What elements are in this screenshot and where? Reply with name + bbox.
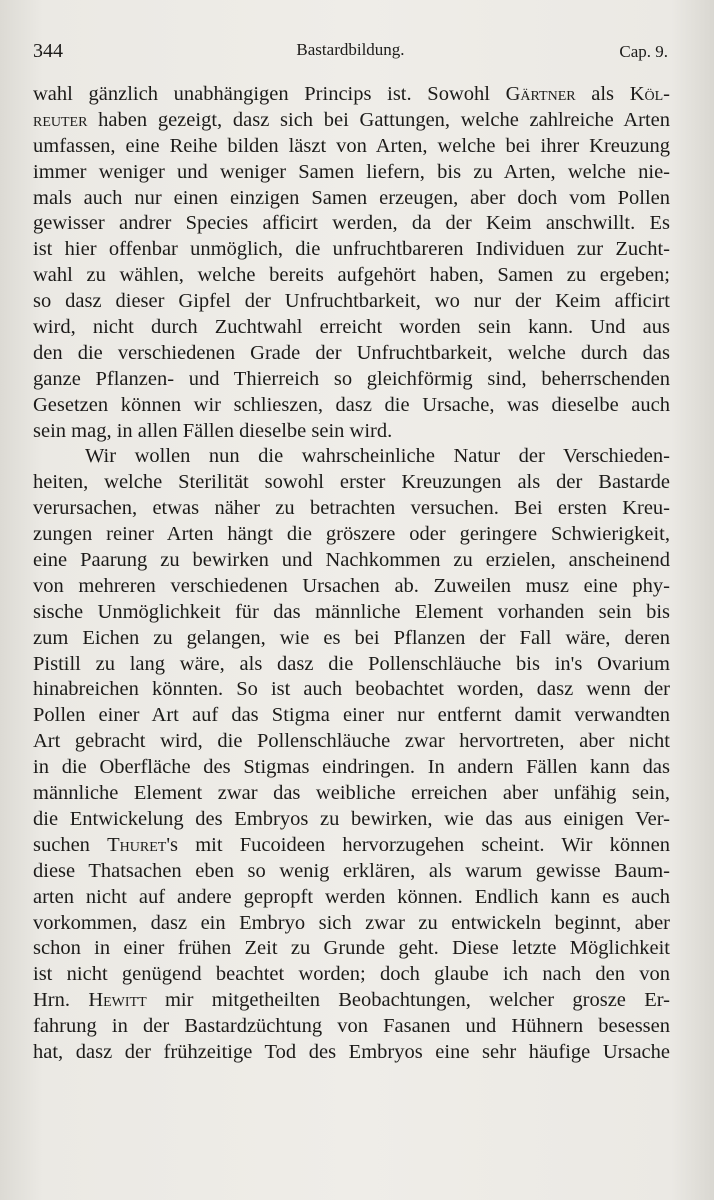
text-run: hat, dasz der frühzeitige Tod des Embryos eine sehr häufige Ursache	[33, 1040, 670, 1063]
text-run: mir mitgetheilten Beobachtungen, welcher grosze Er-	[146, 989, 670, 1012]
text-run: ganze Pflanzen- und Thierreich so gleichförmig sind, beherrschenden	[33, 367, 670, 390]
text-line	[33, 600, 670, 626]
text-line	[33, 470, 670, 496]
text-line	[33, 1040, 670, 1066]
text-run: diese Thatsachen eben so wenig erklären, als warum gewisse Baum-	[33, 859, 670, 882]
running-title: Bastardbildung.	[296, 40, 405, 59]
page-number: 344	[33, 40, 63, 62]
text-line	[33, 160, 670, 186]
text-line	[33, 315, 670, 341]
text-run: so dasz dieser Gipfel der Unfruchtbarkeit, wo nur der Keim afficirt	[33, 290, 670, 313]
text-run: Hrn.	[33, 989, 89, 1012]
text-line	[33, 677, 670, 703]
text-line	[33, 755, 670, 781]
text-line	[33, 134, 670, 160]
text-run: schon in einer frühen Zeit zu Grunde geht. Diese letzte Möglichkeit	[33, 937, 670, 960]
text-run: sische Unmöglichkeit für das männliche Element vorhanden sein bis	[33, 600, 670, 623]
text-run: in die Oberfläche des Stigmas eindringen. In andern Fällen kann das	[33, 756, 670, 779]
small-caps-name: reuter	[33, 108, 88, 131]
text-line	[33, 988, 670, 1014]
text-line	[33, 522, 670, 548]
text-line	[33, 419, 670, 445]
chapter-label: Cap. 9.	[619, 42, 668, 61]
text-line	[33, 781, 670, 807]
text-run: sein mag, in allen Fällen dieselbe sein wird.	[33, 419, 393, 442]
text-line	[33, 548, 670, 574]
small-caps-name: Hewitt	[88, 989, 147, 1012]
text-run: gewisser andrer Species afficirt werden, da der Keim anschwillt. Es	[33, 212, 670, 235]
text-line	[33, 911, 670, 937]
text-line	[33, 652, 670, 678]
text-run: ist nicht genügend beachtet worden; doch glaube ich nach den von	[33, 963, 670, 986]
text-run: Gesetzen können wir schlieszen, dasz die Ursache, was dieselbe auch	[33, 393, 670, 416]
text-run: 's mit Fucoideen hervorzugehen scheint. Wir können	[166, 833, 670, 856]
text-line	[33, 186, 670, 212]
text-run: vorkommen, dasz ein Embryo sich zwar zu entwickeln beginnt, aber	[33, 911, 670, 934]
text-run: suchen	[33, 833, 108, 856]
text-run: fahrung in der Bastardzüchtung von Fasanen und Hühnern besessen	[33, 1015, 670, 1038]
text-line	[33, 1014, 670, 1040]
text-run: hinabreichen könnten. So ist auch beobachtet worden, dasz wenn der	[33, 678, 670, 701]
text-run: heiten, welche Sterilität sowohl erster Kreuzungen als der Bastarde	[33, 471, 670, 494]
text-run: zum Eichen zu gelangen, wie es bei Pflanzen der Fall wäre, deren	[33, 626, 670, 649]
text-line	[33, 729, 670, 755]
small-caps-name: Thuret	[107, 833, 167, 856]
text-line	[33, 237, 670, 263]
text-run: wird, nicht durch Zuchtwahl erreicht worden sein kann. Und aus	[33, 316, 670, 339]
text-run: die Entwickelung des Embryos zu bewirken, wie das aus einigen Ver-	[33, 807, 670, 830]
text-run: wahl gänzlich unabhängigen Princips ist. Sowohl	[33, 83, 506, 105]
text-line	[33, 962, 670, 988]
text-run: männliche Element zwar das weibliche erreichen aber unfähig sein,	[33, 782, 670, 805]
text-line	[33, 885, 670, 911]
text-line	[33, 289, 670, 315]
text-run: Wir wollen nun die wahrscheinliche Natur der Verschieden-	[85, 445, 670, 468]
text-run: den die verschiedenen Grade der Unfruchtbarkeit, welche durch das	[33, 341, 670, 364]
text-run: Art gebracht wird, die Pollenschläuche zwar hervortreten, aber nicht	[33, 730, 670, 753]
text-line	[33, 367, 670, 393]
text-run: umfassen, eine Reihe bilden läszt von Arten, welche bei ihrer Kreuzung	[33, 134, 670, 157]
body-text	[33, 82, 670, 1066]
text-line	[33, 444, 670, 470]
text-line	[33, 82, 670, 108]
text-line	[33, 833, 670, 859]
text-line	[33, 108, 670, 134]
paragraph	[33, 82, 670, 444]
text-run: zungen reiner Arten hängt die gröszere oder geringere Schwierigkeit,	[33, 523, 670, 546]
text-run: wahl zu wählen, welche bereits aufgehört haben, Samen zu ergeben;	[33, 264, 670, 287]
text-line	[33, 263, 670, 289]
text-line	[33, 574, 670, 600]
text-run: Pistill zu lang wäre, als dasz die Pollenschläuche bis in's Ovarium	[33, 652, 670, 675]
small-caps-name: Köl-	[629, 83, 670, 105]
text-line	[33, 211, 670, 237]
text-line	[33, 341, 670, 367]
text-run: als	[575, 83, 630, 105]
text-run: Pollen einer Art auf das Stigma einer nur entfernt damit verwandten	[33, 704, 670, 727]
text-line	[33, 626, 670, 652]
text-line	[33, 859, 670, 885]
text-line	[33, 807, 670, 833]
text-run: von mehreren verschiedenen Ursachen ab. Zuweilen musz eine phy-	[33, 574, 670, 597]
text-run: ist hier offenbar unmöglich, die unfruchtbareren Individuen zur Zucht-	[33, 238, 670, 261]
text-run: verursachen, etwas näher zu betrachten versuchen. Bei ersten Kreu-	[33, 497, 670, 520]
text-line	[33, 496, 670, 522]
text-line	[33, 936, 670, 962]
text-run: eine Paarung zu bewirken und Nachkommen zu erzielen, anscheinend	[33, 549, 670, 572]
page-header	[33, 40, 668, 70]
text-run: arten nicht auf andere gepropft werden können. Endlich kann es auch	[33, 885, 670, 908]
text-line	[33, 393, 670, 419]
text-run: mals auch nur einen einzigen Samen erzeugen, aber doch vom Pollen	[33, 186, 670, 209]
text-run: haben gezeigt, dasz sich bei Gattungen, welche zahlreiche Arten	[87, 108, 670, 131]
small-caps-name: Gärtner	[505, 83, 576, 105]
paragraph	[33, 444, 670, 1065]
text-line	[33, 703, 670, 729]
text-run: immer weniger und weniger Samen liefern, bis zu Arten, welche nie-	[33, 160, 670, 183]
